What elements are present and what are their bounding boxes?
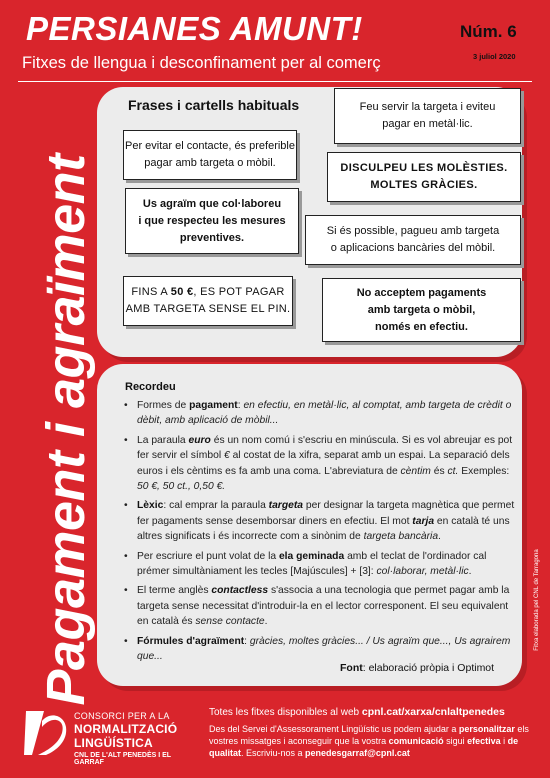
remember-title: Recordeu <box>125 381 176 393</box>
sign-card-if-possible: Si és possible, pagueu amb targeta o aplicacions bancàries del mòbil. <box>305 215 521 265</box>
logo-line-4: CNL DE L'ALT PENEDÈS I EL GARRAF <box>74 752 171 766</box>
header-divider <box>18 81 532 82</box>
list-item: • Formes de pagament: en efectiu, en metàl·lic, al comptat, amb targeta de crèdit o dèbit, amb aplicació de mòbil... <box>124 398 516 429</box>
issue-number: Núm. 6 <box>460 22 517 41</box>
source-line: Font: elaboració pròpia i Optimot <box>340 662 495 674</box>
vertical-section-title: Pagament i agraïment <box>36 154 96 706</box>
page-title: PERSIANES AMUNT! <box>26 10 363 47</box>
credit-note: Fitxa elaborada pel CNL de Tarragona <box>534 549 540 651</box>
page-subtitle: Fitxes de llengua i desconfinament per al comerç <box>22 54 381 72</box>
phrases-title: Frases i cartells habituals <box>128 97 300 113</box>
logo-line-3: LINGÜÍSTICA <box>74 736 153 750</box>
list-item: • Fórmules d'agraïment: gràcies, moltes gràcies... / Us agraïm que..., Us agrairem que... <box>124 634 516 665</box>
sign-card-metallic: Feu servir la targeta i eviteu pagar en metàl·lic. <box>334 88 521 144</box>
list-item: • El terme anglès contactless s'associa a una tecnologia que permet pagar amb la targeta sense necessitat d'introduir-la en el lector corresponent. El seu equivalent en català és sense contacte. <box>124 583 516 629</box>
email-link[interactable]: penedesgarraf@cpnl.cat <box>305 748 410 758</box>
cpnl-logo <box>22 705 192 771</box>
sign-card-pin: FINS A 50 €, ES POT PAGAR AMB TARGETA SENSE EL PIN. <box>123 276 293 326</box>
sign-card-thanks: Us agraïm que col·laboreu i que respecteu les mesures preventives. <box>125 188 299 254</box>
footer-description: Des del Servei d'Assessorament Lingüístic us podem ajudar a personalitzar els vostres missatges i aconseguir que la vostra comunicació sigui efectiva i de qualitat. Escriviu-nos a penedesgarraf@cpnl.cat <box>209 724 529 758</box>
list-item: • Lèxic: cal emprar la paraula targeta per designar la targeta magnètica que permet fer pagaments sense desemborsar diners en efectiu. El mot tarja en català té uns altres significats i és incorrecte com a sinònim de targeta bancària. <box>124 498 516 544</box>
footer-web-line: Totes les fitxes disponibles al web cpnl.cat/xarxa/cnlaltpenedes <box>209 706 505 718</box>
remember-list <box>124 398 516 669</box>
sign-card-apologies: DISCULPEU LES MOLÈSTIES. MOLTES GRÀCIES. <box>327 152 521 202</box>
list-item: • La paraula euro és un nom comú i s'escriu en minúscula. Si es vol abreujar es pot fer servir el símbol € al costat de la xifra, separat amb un espai. La separació dels euros i els cèntims es fa amb una coma. L'abreviatura de cèntim és ct. Exemples: 50 €, 50 ct., 0,50 €. <box>124 433 516 495</box>
website-link[interactable]: cpnl.cat/xarxa/cnlaltpenedes <box>361 706 505 718</box>
logo-line-2: NORMALITZACIÓ <box>74 722 178 736</box>
issue-date: 3 juliol 2020 <box>473 52 516 61</box>
sign-card-avoid-contact: Per evitar el contacte, és preferible pagar amb targeta o mòbil. <box>123 130 297 180</box>
list-item: • Per escriure el punt volat de la ela geminada amb el teclat de l'ordinador cal prémer simultàniament les tecles [Majúscules] + [3]: col·laborar, metàl·lic. <box>124 549 516 580</box>
sign-card-cash-only: No acceptem pagaments amb targeta o mòbil, només en efectiu. <box>322 278 521 342</box>
cpnl-logo-icon <box>22 707 68 759</box>
logo-line-1: CONSORCI PER A LA <box>74 711 170 721</box>
